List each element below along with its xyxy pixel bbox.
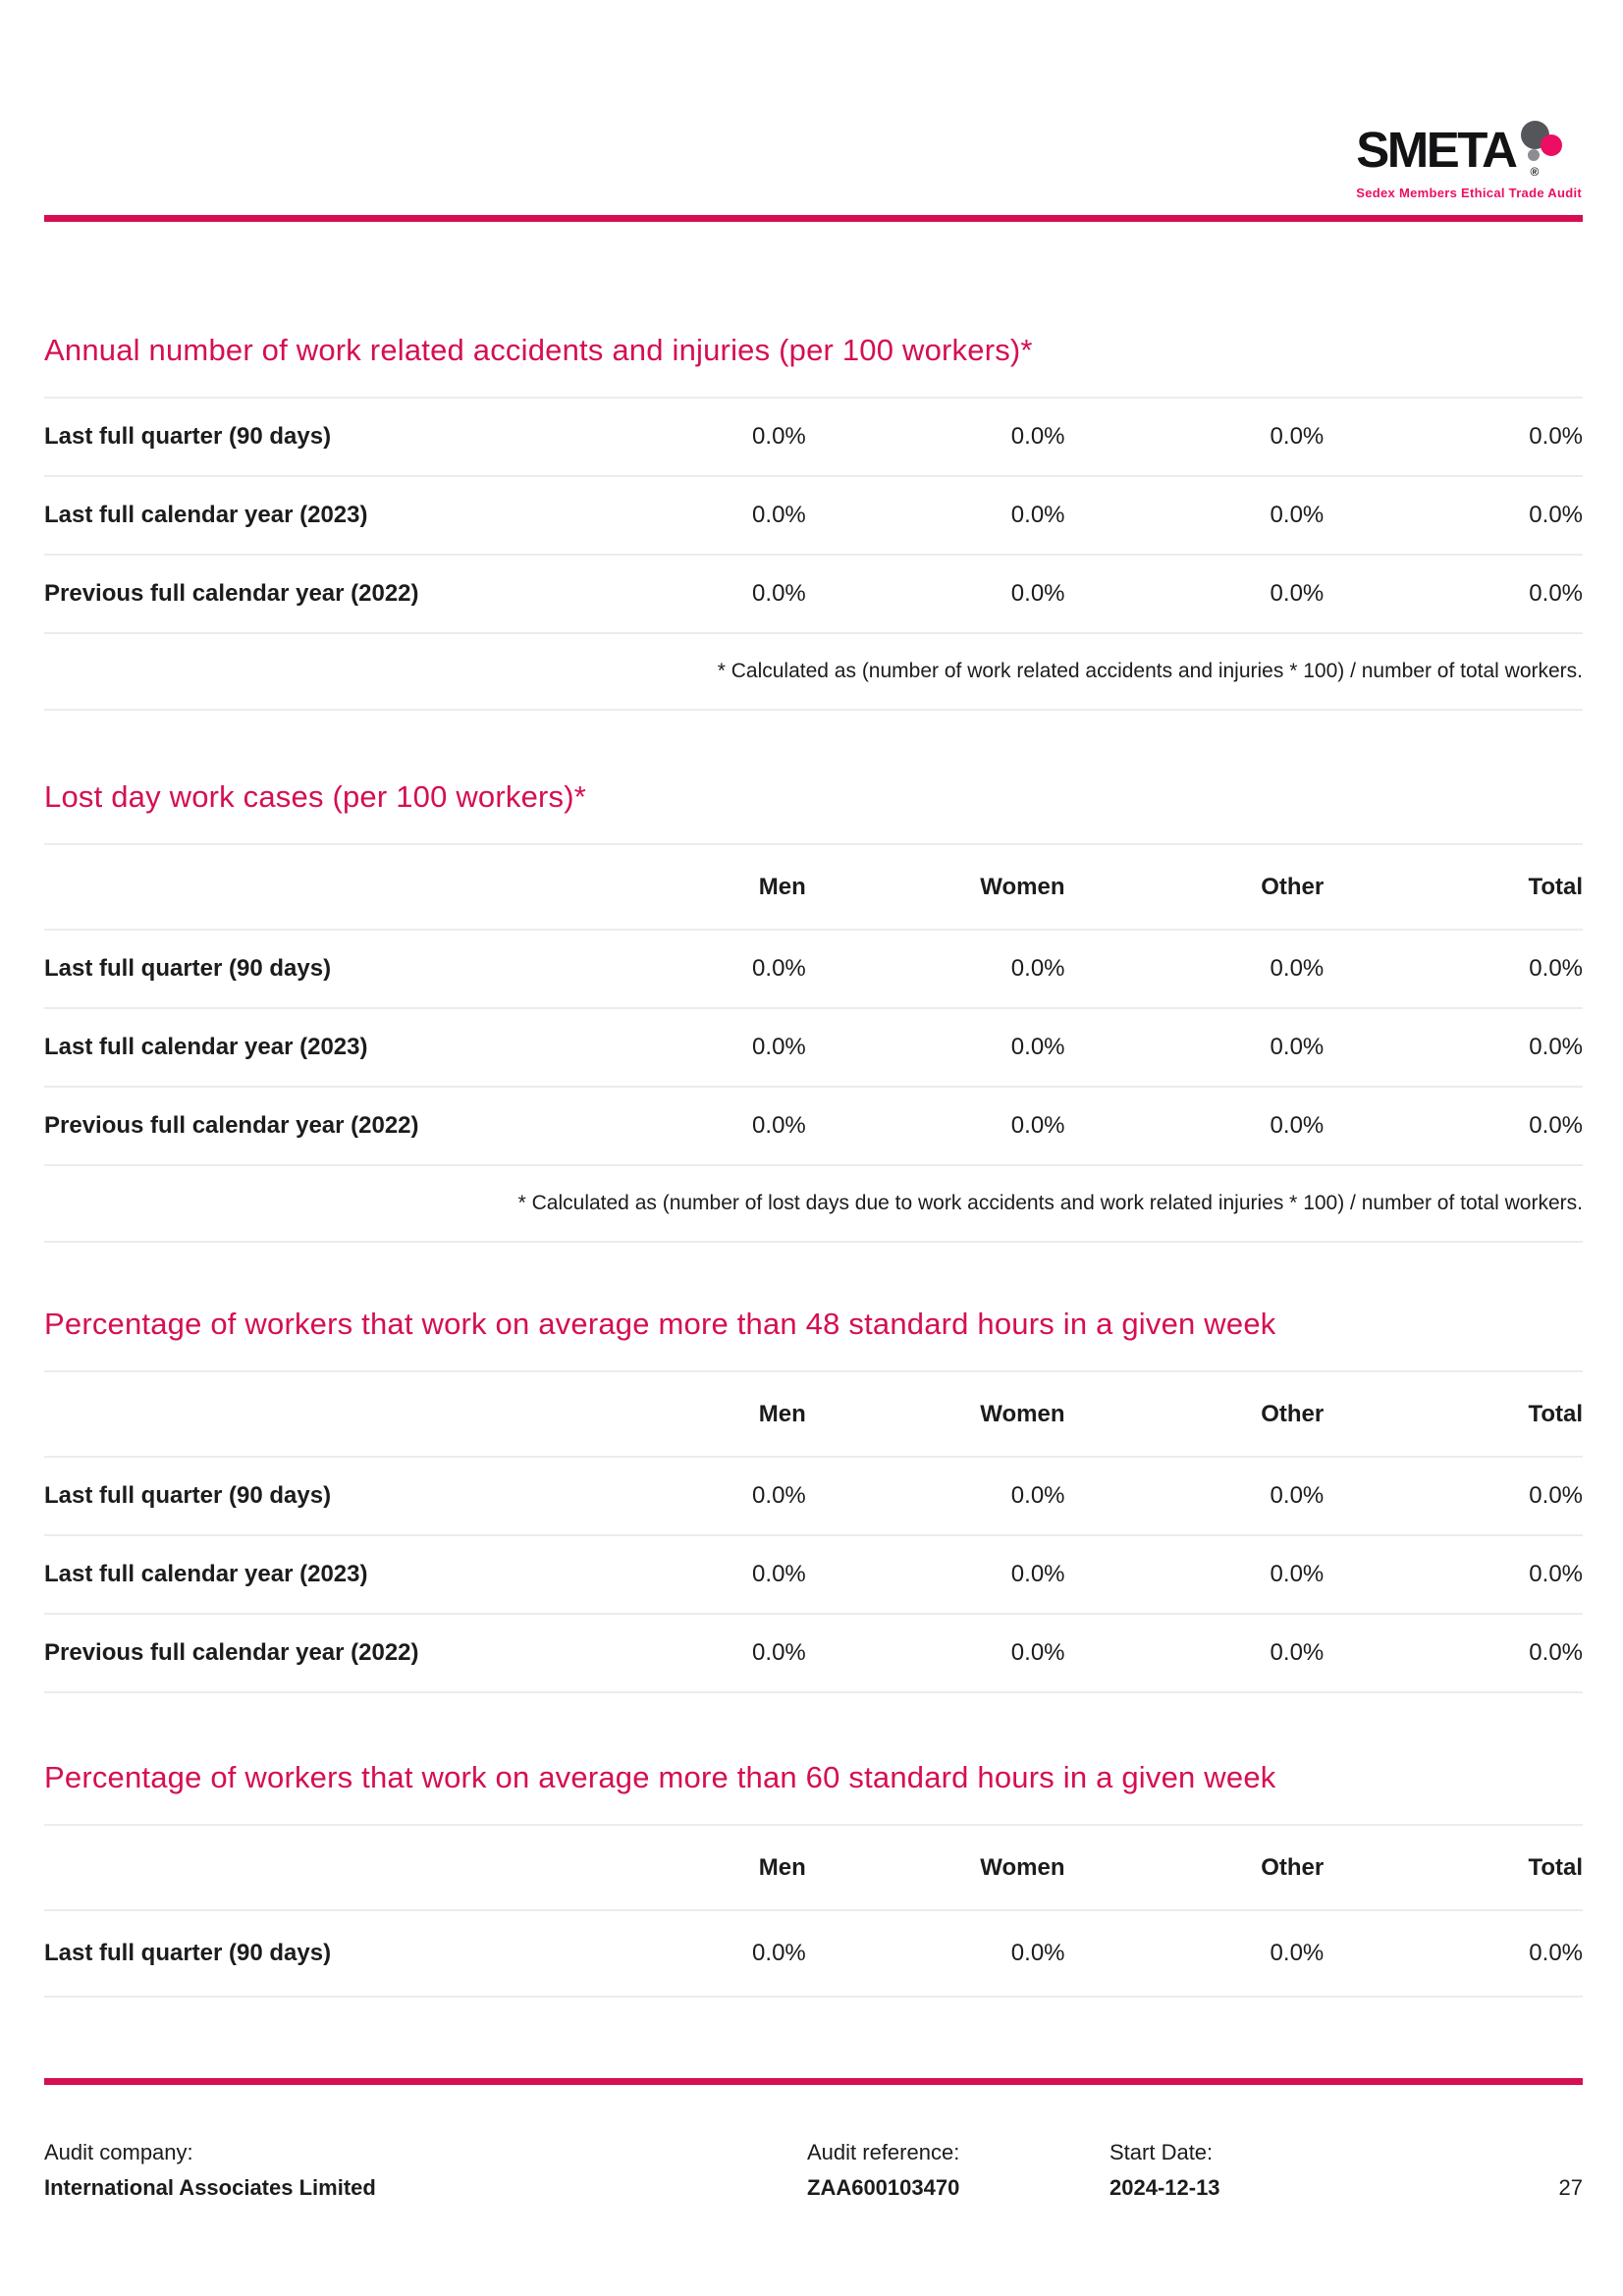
header-spacer (44, 1851, 547, 1884)
start-date-label: Start Date: (1109, 2140, 1214, 2164)
table-row (44, 929, 1583, 1007)
section-over-48-hours (44, 1304, 1583, 1693)
table-header-row (44, 843, 1583, 929)
column-header: Total (1528, 1401, 1583, 1427)
value-cell: 0.0% (1529, 955, 1583, 982)
table-row (44, 397, 1583, 475)
value-cell: 0.0% (1010, 955, 1065, 982)
column-header: Other (1261, 874, 1325, 900)
audit-company-value: International Associates Limited (44, 2175, 376, 2200)
value-cell: 0.0% (1010, 1034, 1065, 1060)
logo-dot-small-icon (1528, 149, 1540, 161)
column-header: Men (758, 1401, 806, 1427)
smeta-logo-tagline: Sedex Members Ethical Trade Audit (1356, 186, 1582, 200)
audit-reference-label: Audit reference: (807, 2140, 960, 2164)
value-cell: 0.0% (1010, 1482, 1065, 1509)
value-cell: 0.0% (1010, 502, 1065, 528)
table-row (44, 1456, 1583, 1534)
column-header: Women (980, 1854, 1065, 1881)
value-cell: 0.0% (1270, 955, 1325, 982)
value-cell: 0.0% (1270, 580, 1325, 607)
row-label: Last full calendar year (2023) (44, 1561, 368, 1587)
value-cell: 0.0% (1270, 1482, 1325, 1509)
table-row (44, 1909, 1583, 1996)
value-cell: 0.0% (1010, 1940, 1065, 1966)
table-header-row (44, 1370, 1583, 1456)
value-cell: 0.0% (1270, 1112, 1325, 1139)
value-cell: 0.0% (752, 1112, 806, 1139)
footer-start-date (1109, 2138, 1559, 2203)
data-table (44, 1824, 1583, 1998)
column-header: Total (1528, 1854, 1583, 1881)
row-label: Last full quarter (90 days) (44, 1482, 332, 1509)
audit-company-label: Audit company: (44, 2140, 193, 2164)
value-cell: 0.0% (1270, 1639, 1325, 1666)
value-cell: 0.0% (1270, 1561, 1325, 1587)
logo-dot-pink-icon (1541, 134, 1562, 156)
section-title: Percentage of workers that work on average more than 48 standard hours in a given week (44, 1307, 1276, 1341)
table-row (44, 475, 1583, 554)
header-spacer (44, 1398, 547, 1430)
value-cell: 0.0% (1529, 1034, 1583, 1060)
registered-trademark-icon: ® (1530, 165, 1540, 179)
value-cell: 0.0% (1010, 1639, 1065, 1666)
data-table (44, 843, 1583, 1243)
header-spacer (44, 871, 547, 903)
header-divider (44, 215, 1583, 222)
section-lost-day-cases (44, 776, 1583, 1243)
row-label: Previous full calendar year (2022) (44, 1639, 419, 1666)
value-cell: 0.0% (1270, 1034, 1325, 1060)
page-number: 27 (1558, 2175, 1583, 2200)
value-cell: 0.0% (1529, 1112, 1583, 1139)
row-label: Last full calendar year (2023) (44, 1034, 368, 1060)
column-header: Other (1261, 1401, 1325, 1427)
section-title: Lost day work cases (per 100 workers)* (44, 779, 587, 814)
section-accidents-injuries (44, 330, 1583, 711)
table-row (44, 1534, 1583, 1613)
row-label: Last full quarter (90 days) (44, 1940, 332, 1966)
row-label: Last full calendar year (2023) (44, 502, 368, 528)
page-footer (44, 2138, 1583, 2203)
value-cell: 0.0% (1529, 1639, 1583, 1666)
table-row (44, 1086, 1583, 1164)
section-title: Annual number of work related accidents and injuries (per 100 workers)* (44, 333, 1033, 367)
footer-divider (44, 2078, 1583, 2085)
value-cell: 0.0% (1529, 423, 1583, 450)
value-cell: 0.0% (1010, 1112, 1065, 1139)
value-cell: 0.0% (752, 1482, 806, 1509)
column-header: Total (1528, 874, 1583, 900)
value-cell: 0.0% (1010, 423, 1065, 450)
row-label: Last full quarter (90 days) (44, 423, 332, 450)
footer-audit-company (44, 2138, 807, 2203)
row-label: Previous full calendar year (2022) (44, 580, 419, 607)
data-table (44, 1370, 1583, 1693)
value-cell: 0.0% (1529, 1561, 1583, 1587)
value-cell: 0.0% (1529, 1940, 1583, 1966)
value-cell: 0.0% (1529, 502, 1583, 528)
start-date-value: 2024-12-13 (1109, 2175, 1220, 2200)
smeta-logo (1356, 122, 1582, 200)
column-header: Women (980, 874, 1065, 900)
value-cell: 0.0% (752, 502, 806, 528)
value-cell: 0.0% (1270, 423, 1325, 450)
column-header: Women (980, 1401, 1065, 1427)
column-header: Men (758, 874, 806, 900)
table-footnote: * Calculated as (number of lost days due to work accidents and work related injuries * 100) / number of total workers. (44, 1164, 1583, 1241)
table-header-row (44, 1824, 1583, 1909)
row-label: Previous full calendar year (2022) (44, 1112, 419, 1139)
value-cell: 0.0% (1010, 580, 1065, 607)
section-over-60-hours (44, 1757, 1583, 1998)
value-cell: 0.0% (752, 955, 806, 982)
value-cell: 0.0% (752, 1639, 806, 1666)
column-header: Men (758, 1854, 806, 1881)
section-title: Percentage of workers that work on average more than 60 standard hours in a given week (44, 1760, 1276, 1794)
value-cell: 0.0% (752, 1561, 806, 1587)
smeta-logo-text: SMETA (1356, 122, 1516, 178)
value-cell: 0.0% (1010, 1561, 1065, 1587)
row-label: Last full quarter (90 days) (44, 955, 332, 982)
value-cell: 0.0% (752, 1034, 806, 1060)
audit-reference-value: ZAA600103470 (807, 2175, 960, 2200)
column-header: Other (1261, 1854, 1325, 1881)
table-row (44, 554, 1583, 632)
value-cell: 0.0% (752, 580, 806, 607)
value-cell: 0.0% (1270, 1940, 1325, 1966)
footer-audit-reference (807, 2138, 1109, 2203)
value-cell: 0.0% (1270, 502, 1325, 528)
value-cell: 0.0% (752, 423, 806, 450)
smeta-logo-dots (1515, 122, 1564, 183)
data-table (44, 397, 1583, 711)
table-row (44, 1613, 1583, 1691)
value-cell: 0.0% (752, 1940, 806, 1966)
table-footnote: * Calculated as (number of work related accidents and injuries * 100) / number of total workers. (44, 632, 1583, 709)
table-row (44, 1007, 1583, 1086)
value-cell: 0.0% (1529, 580, 1583, 607)
value-cell: 0.0% (1529, 1482, 1583, 1509)
